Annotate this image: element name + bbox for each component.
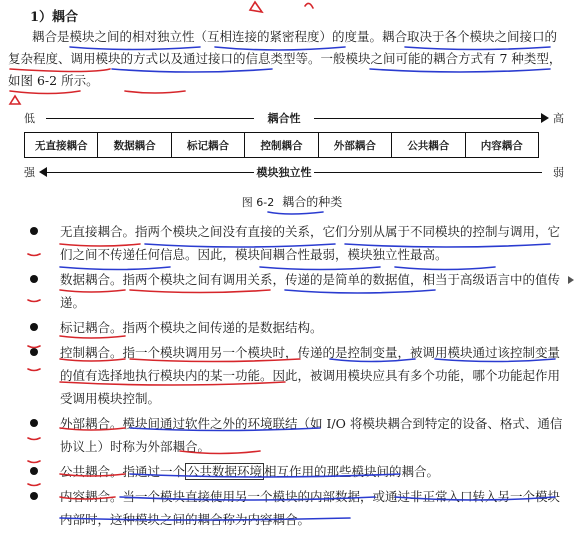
cursor-arrow-icon [568, 276, 574, 284]
coupling-low-label: 低 [24, 112, 35, 125]
independence-weak-label: 弱 [553, 166, 564, 179]
arrow-right-icon [541, 113, 549, 123]
list-item [8, 412, 564, 458]
list-item [8, 220, 564, 266]
list-item [8, 460, 564, 483]
list-item-text: 指一个模块调用另一个模块时，传递的是控制变量，被调用模块通过该控制变量的值有选择地执行模块内的某一功能。因此，被调用模块应具有多个功能，哪个功能起作用受调用模块控制。 [60, 345, 561, 406]
coupling-scale-label: 耦合性 [254, 110, 314, 126]
list-item-term: 控制耦合。 [60, 345, 123, 360]
list-item-text: 指两个模块之间没有直接的关系，它们分别从属于不同模块的控制与调用，它们之间不传递任何信息。因此，模块间耦合性最弱，模块独立性最高。 [60, 224, 561, 262]
list-item-text: 相互作用的那些模块间的耦合。 [264, 464, 440, 479]
coupling-type-cell: 外部耦合 [319, 133, 392, 157]
list-item-text: 指两个模块之间有调用关系，传递的是简单的数据值，相当于高级语言中的值传递。 [60, 272, 561, 310]
coupling-list [8, 220, 564, 533]
list-item-term: 外部耦合。 [60, 416, 123, 431]
coupling-type-cell: 标记耦合 [172, 133, 245, 157]
intro-paragraph: 耦合是模块之间的相对独立性（互相连接的紧密程度）的度量。耦合取决于各个模块之间接口的复杂程度、调用模块的方式以及通过接口的信息类型等。一般模块之间可能的耦合方式有 7 种类型，如图 6-2 所示。 [8, 29, 562, 88]
coupling-types-table [24, 132, 539, 158]
list-item [8, 268, 564, 314]
list-item-term: 标记耦合。 [60, 320, 123, 335]
coupling-type-cell: 内容耦合 [480, 139, 523, 152]
independence-scale [24, 164, 564, 180]
list-item-text: 指两个模块之间传递的是数据结构。 [122, 320, 323, 335]
list-item-term: 数据耦合。 [60, 272, 123, 287]
list-item [8, 485, 564, 531]
boxed-term: 公共数据环境 [187, 464, 263, 479]
annotation-underline [268, 212, 323, 214]
bullet-icon [30, 419, 38, 427]
annotation-mark-icon [305, 3, 313, 8]
list-item [8, 316, 564, 339]
bullet-icon [30, 492, 38, 500]
annotation-triangle-icon [10, 96, 20, 104]
coupling-type-cell: 无直接耦合 [25, 133, 98, 157]
arrow-left-icon [39, 167, 47, 177]
coupling-scale [24, 110, 564, 126]
bullet-icon [30, 323, 38, 331]
list-item-term: 公共耦合。 [60, 464, 123, 479]
independence-scale-label: 模块独立性 [254, 164, 314, 180]
bullet-icon [30, 467, 38, 475]
bullet-icon [30, 348, 38, 356]
list-item [8, 341, 564, 410]
coupling-type-cell: 控制耦合 [245, 133, 318, 157]
section-title: 1）耦合 [30, 10, 79, 25]
list-item-text: 指通过一个 [122, 464, 186, 479]
figure-number: 图 6-2 [241, 196, 275, 209]
coupling-high-label: 高 [553, 112, 564, 125]
annotation-triangle-icon [250, 2, 262, 12]
bullet-icon [30, 227, 38, 235]
figure-caption [0, 193, 584, 210]
coupling-type-cell: 数据耦合 [98, 133, 171, 157]
list-item-term: 内容耦合。 [60, 489, 123, 504]
list-item-text: 模块间通过软件之外的环境联结（如 I/O 将模块耦合到特定的设备、格式、通信协议上）时称为外部耦合。 [60, 416, 563, 454]
bullet-icon [30, 275, 38, 283]
coupling-type-cell: 公共耦合 [392, 133, 465, 157]
independence-strong-label: 强 [24, 166, 35, 179]
list-item-text: 当一个模块直接使用另一个模块的内部数据，或通过非正常入口转入另一个模块内部时，这种模块之间的耦合称为内容耦合。 [60, 489, 561, 527]
list-item-term: 无直接耦合。 [60, 224, 136, 239]
figure-caption-text: 耦合的种类 [282, 195, 343, 209]
